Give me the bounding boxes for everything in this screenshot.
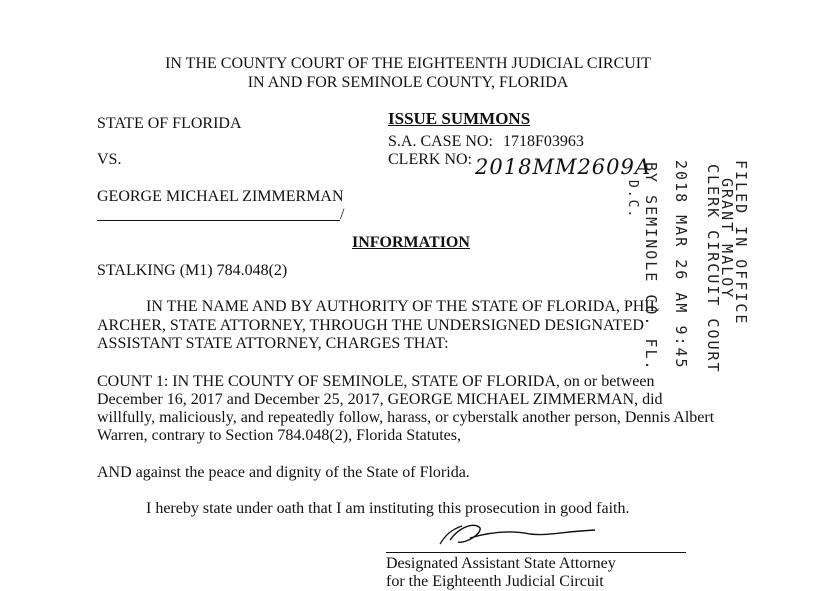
count1-line3: willfully, maliciously, and repeatedly follow, harass, or cyberstalk another person, Dennis Albert xyxy=(97,409,715,426)
clerk-number-handwritten: 2018MM2609A xyxy=(475,155,652,179)
signature-scribble xyxy=(420,508,600,558)
signer-title-line1: Designated Assistant State Attorney xyxy=(386,555,616,572)
stamp-date: 2018 MAR 26 AM 9:45 xyxy=(672,160,690,370)
oath-line: I hereby state under oath that I am instituting this prosecution in good faith. xyxy=(146,500,630,517)
stamp-filed-in-office: FILED IN OFFICE xyxy=(732,160,750,326)
against-peace-line: AND against the peace and dignity of the State of Florida. xyxy=(97,464,470,481)
sa-case-label: S.A. CASE NO: xyxy=(388,133,493,150)
document-title: INFORMATION xyxy=(352,234,470,251)
court-header-line2: IN AND FOR SEMINOLE COUNTY, FLORIDA xyxy=(247,74,569,91)
signature-line xyxy=(386,552,686,553)
preamble-line1: IN THE NAME AND BY AUTHORITY OF THE STATE OF FLORIDA, PHIL xyxy=(146,298,660,315)
clerk-no-label: CLERK NO: xyxy=(388,151,472,168)
count1-line4: Warren, contrary to Section 784.048(2), Florida Statutes, xyxy=(97,427,461,444)
defendant-name: GEORGE MICHAEL ZIMMERMAN xyxy=(97,188,344,205)
signer-title-line2: for the Eighteenth Judicial Circuit xyxy=(386,573,604,590)
preamble-line2: ARCHER, STATE ATTORNEY, THROUGH THE UNDERSIGNED DESIGNATED xyxy=(97,317,644,334)
charge-line: STALKING (M1) 784.048(2) xyxy=(97,262,288,279)
stamp-clerk-circuit-court: CLERK CIRCUIT COURT xyxy=(704,164,722,374)
count1-line1: COUNT 1: IN THE COUNTY OF SEMINOLE, STATE OF FLORIDA, on or between xyxy=(97,373,655,390)
count1-line2: December 16, 2017 and December 25, 2017, GEORGE MICHAEL ZIMMERMAN, did xyxy=(97,391,663,408)
issue-summons-heading: ISSUE SUMMONS xyxy=(388,109,531,128)
plaintiff-name: STATE OF FLORIDA xyxy=(97,115,242,132)
preamble-line3: ASSISTANT STATE ATTORNEY, CHARGES THAT: xyxy=(97,335,449,352)
stamp-dc: D.C. xyxy=(625,180,640,220)
versus-label: VS. xyxy=(97,151,122,168)
caption-slash: / xyxy=(340,206,345,223)
stamp-grant-maloy: GRANT MALOY xyxy=(718,178,736,300)
court-header-line1: IN THE COUNTY COURT OF THE EIGHTEENTH JUDICIAL CIRCUIT xyxy=(165,55,651,72)
sa-case-number: 1718F03963 xyxy=(503,133,584,150)
caption-underline xyxy=(97,220,340,221)
stamp-by-seminole: BY SEMINOLE CO. FL. xyxy=(642,162,660,372)
